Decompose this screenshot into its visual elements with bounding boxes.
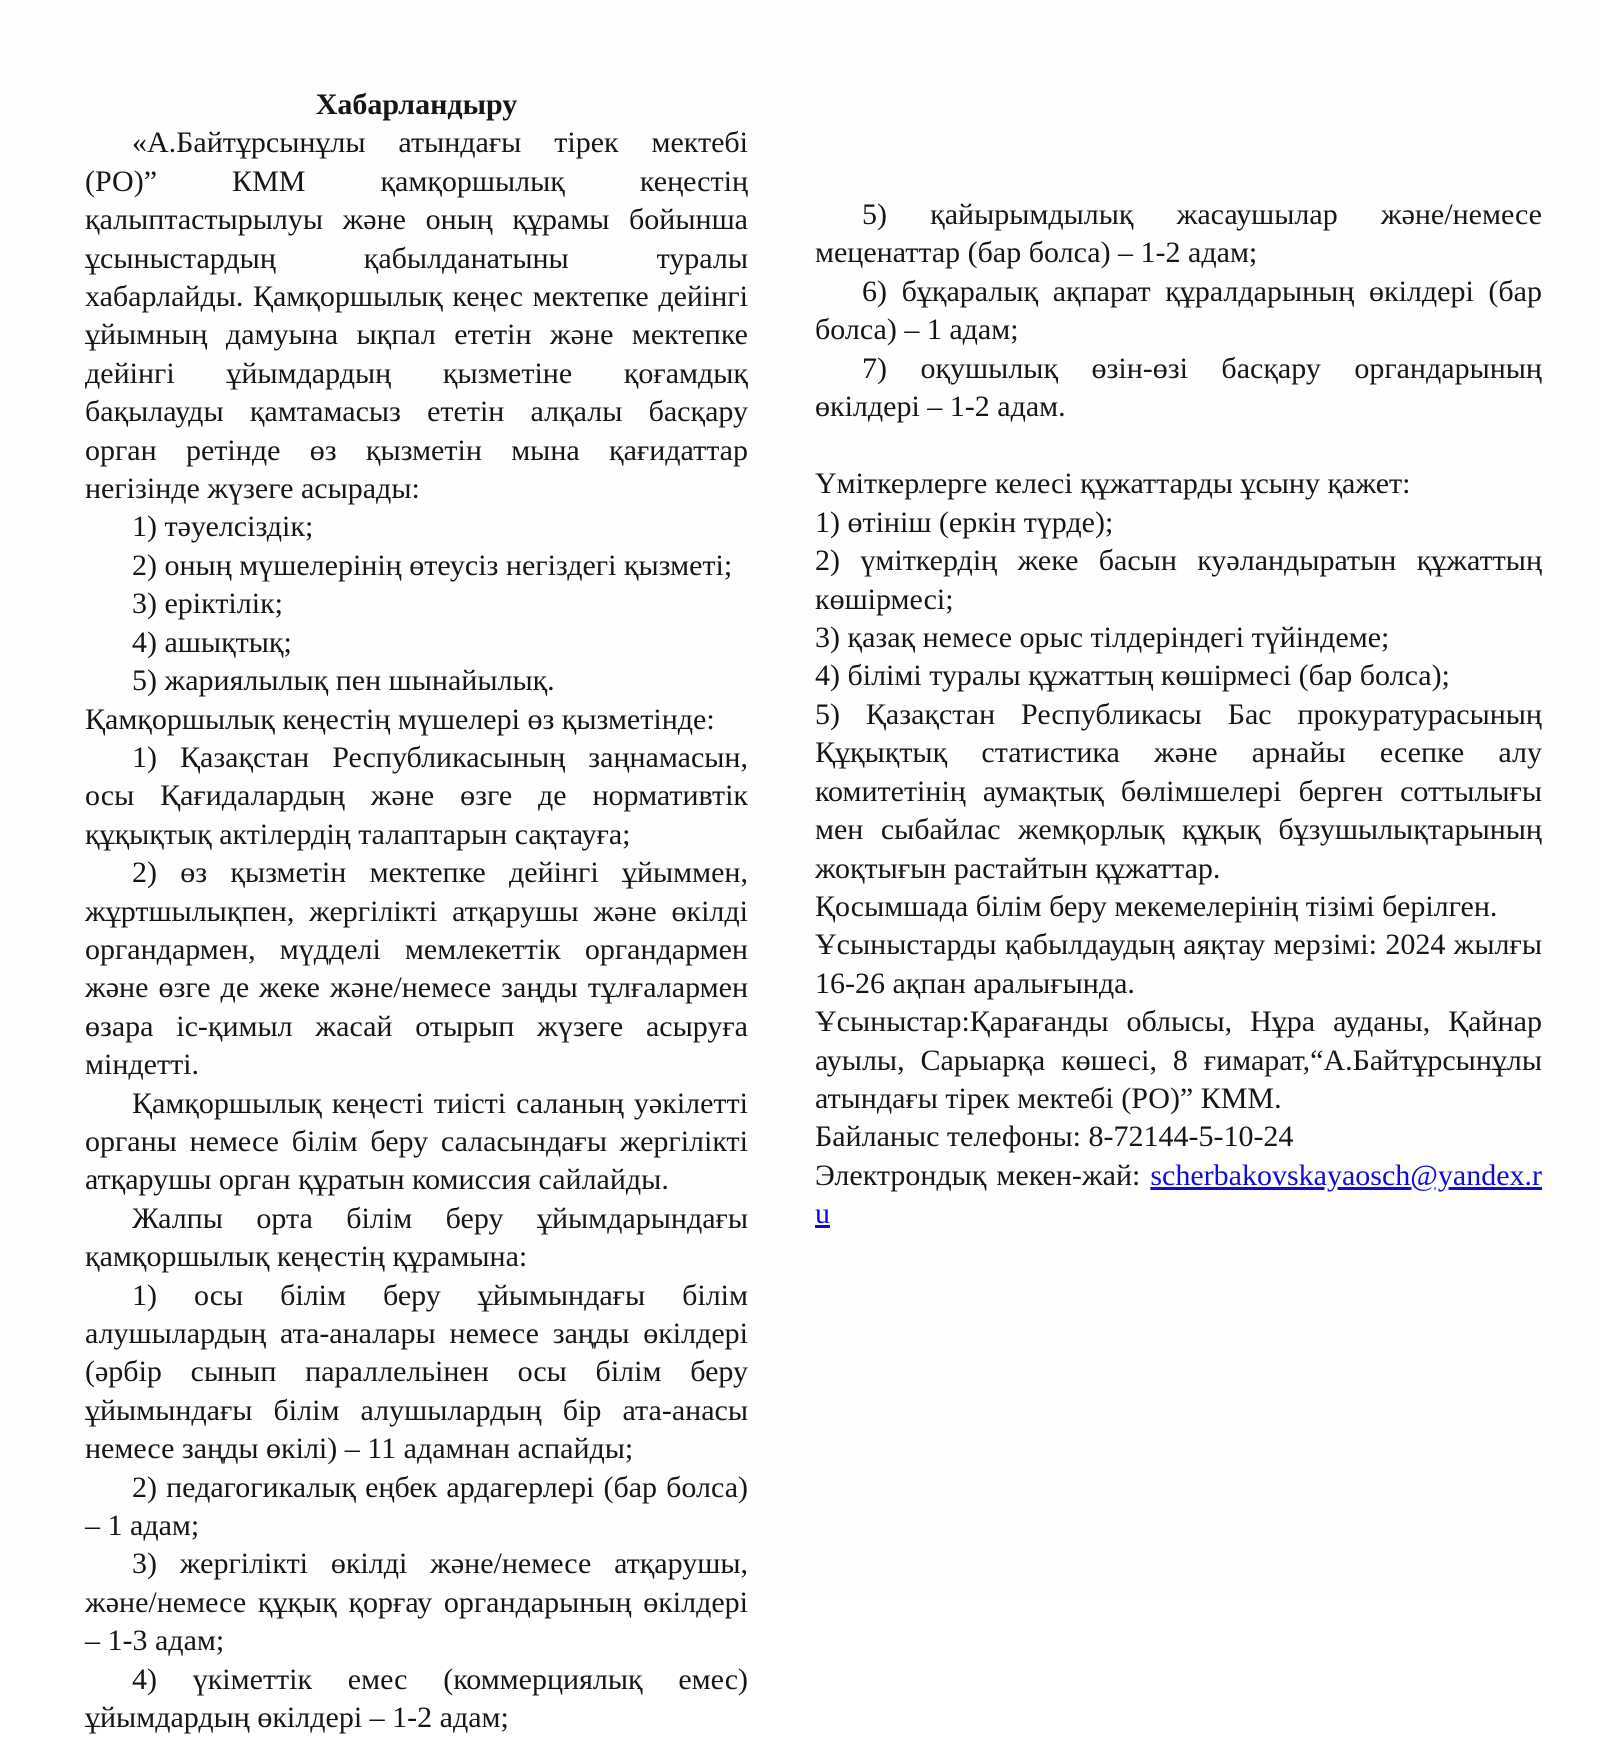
paragraph-text: «А.Байтұрсынұлы атындағы тірек мектебі (РО)” КММ қамқоршылық кеңестің қалыптастырылуы және оның құрамы бойынша ұсыныстардың қабылданатыны туралы хабарлайды. Қамқоршылық кеңес мектепке дейінгі ұйымның дамуына ықпал ететін және мектепке дейінгі ұйымдардың қызметіне қоғамдық бақылауды қамтамасыз ететін алқалы басқару орган ретінде өз қызметін мына қағидаттар негізінде жүзеге асырады: <box>85 126 748 506</box>
left-column <box>85 86 748 1737</box>
paragraph-text: 3) жергілікті өкілді және/немесе атқарушы, және/немесе құқық қорғау органдарының өкілдері – 1-3 адам; <box>85 1547 748 1658</box>
left-column-paragraphs <box>85 124 748 1737</box>
paragraph-text: Ұсыныстар:Қарағанды облысы, Нұра ауданы, Қайнар ауылы, Сарыарқа көшесі, 8 ғимарат,“А.Байтұрсынұлы атындағы тірек мектебі (РО)” КММ. <box>815 1005 1542 1115</box>
right-column <box>815 196 1542 1234</box>
paragraph-text: 2) оның мүшелерінің өтеусіз негіздегі қызметі; <box>132 548 733 582</box>
paragraph <box>85 1200 748 1277</box>
paragraph <box>815 273 1542 350</box>
paragraph <box>815 657 1542 695</box>
paragraph-text: 5) жариялылық пен шынайылық. <box>132 664 555 698</box>
paragraph-text: 7) оқушылық өзін-өзі басқару органдарының өкілдері – 1-2 адам. <box>815 351 1542 424</box>
paragraph <box>85 624 748 662</box>
paragraph <box>85 1085 748 1200</box>
paragraph <box>85 1277 748 1469</box>
paragraph <box>85 547 748 585</box>
paragraph-text: 5) қайырымдылық жасаушылар және/немесе меценаттар (бар болса) – 1-2 адам; <box>815 198 1542 270</box>
paragraph <box>815 888 1542 926</box>
email-link[interactable]: scherbakovskayaosch@yandex.ru <box>815 1158 1543 1231</box>
paragraph-text: Қосымшада білім беру мекемелерінің тізімі берілген. <box>815 889 1498 923</box>
paragraph <box>85 662 748 700</box>
paragraph <box>815 350 1542 427</box>
paragraph-text: 6) бұқаралық ақпарат құралдарының өкілдері (бар болса) – 1 адам; <box>815 274 1542 347</box>
paragraph-text: Үміткерлерге келесі құжаттарды ұсыну қажет: <box>815 467 1411 501</box>
paragraph-text: 1) тәуелсіздік; <box>132 510 314 544</box>
paragraph <box>85 739 748 854</box>
paragraph <box>815 926 1542 1003</box>
paragraph <box>85 1661 748 1737</box>
paragraph <box>85 124 748 508</box>
paragraph-text: 3) еріктілік; <box>132 587 283 621</box>
paragraph-text: 1) осы білім беру ұйымындағы білім алушылардың ата-аналары немесе заңды өкілдері (әрбір сынып параллельінен осы білім беру ұйымындағы білім алушылардың бір ата-анасы немесе заңды өкілі) – 11 адамнан аспайды; <box>85 1278 748 1466</box>
document-title: Хабарландыру <box>315 88 518 121</box>
paragraph-text: 5) Қазақстан Республикасы Бас прокуратурасының Құқықтық статистика және арнайы есепке алу комитетінің аумақтық бөлімшелері берген соттылығы мен сыбайлас жемқорлық құқық бұзушылықтарының жоқтығын растайтын құжаттар. <box>815 697 1542 885</box>
paragraph <box>85 1545 748 1660</box>
paragraph-text: 2) өз қызметін мектепке дейінгі ұйыммен, жұртшылықпен, жергілікті атқарушы және өкілді органдармен, мүдделі мемлекеттік органдармен және өзге де жеке және/немесе заңды тұлғалармен өзара іс-қимыл жасай отырып жүзеге асыруға міндетті. <box>85 856 748 1082</box>
paragraph <box>815 465 1542 503</box>
paragraph-text: 4) ашықтық; <box>132 625 292 659</box>
paragraph <box>85 701 748 739</box>
paragraph-text: 2) үміткердің жеке басын куәландыратын құжаттың көшірмесі; <box>815 544 1542 616</box>
paragraph <box>85 1469 748 1546</box>
paragraph-text: Қамқоршылық кеңесті тиісті саланың уәкілетті органы немесе білім беру саласындағы жергілікті атқарушы орган құратын комиссия сайлайды. <box>85 1086 748 1197</box>
paragraph-text: 1) Қазақстан Республикасының заңнамасын, осы Қағидалардың және өзге де нормативтік құқықтық актілердің талаптарын сақтауға; <box>85 740 748 851</box>
paragraph <box>85 854 748 1084</box>
paragraph-text: Қамқоршылық кеңестің мүшелері өз қызметінде: <box>85 702 715 736</box>
paragraph <box>815 696 1542 888</box>
paragraph-text: Электрондық мекен-жай: <box>815 1158 1141 1192</box>
paragraph <box>815 619 1542 657</box>
paragraph <box>815 1157 1542 1234</box>
paragraph-text: 4) білімі туралы құжаттың көшірмесі (бар болса); <box>815 659 1450 693</box>
paragraph <box>815 1003 1542 1118</box>
paragraph-text: Жалпы орта білім беру ұйымдарындағы қамқоршылық кеңестің құрамына: <box>85 1201 748 1274</box>
paragraph <box>815 542 1542 619</box>
paragraph <box>815 504 1542 542</box>
paragraph-text: Байланыс телефоны: 8-72144-5-10-24 <box>815 1120 1294 1154</box>
paragraph-text: 3) қазақ немесе орыс тілдеріндегі түйіндеме; <box>815 621 1390 655</box>
paragraph-text: 2) педагогикалық еңбек ардагерлері (бар болса) – 1 адам; <box>85 1470 748 1543</box>
paragraph <box>815 1118 1542 1156</box>
paragraph <box>815 196 1542 273</box>
paragraph-text: 1) өтініш (еркін түрде); <box>815 505 1114 539</box>
right-column-paragraphs <box>815 196 1542 1234</box>
paragraph-text: Ұсыныстарды қабылдаудың аяқтау мерзімі: 2024 жылғы 16-26 ақпан аралығында. <box>815 928 1542 1000</box>
paragraph-text: 4) үкіметтік емес (коммерциялық емес) ұйымдардың өкілдері – 1-2 адам; <box>85 1662 748 1735</box>
paragraph <box>85 585 748 623</box>
paragraph <box>85 508 748 546</box>
